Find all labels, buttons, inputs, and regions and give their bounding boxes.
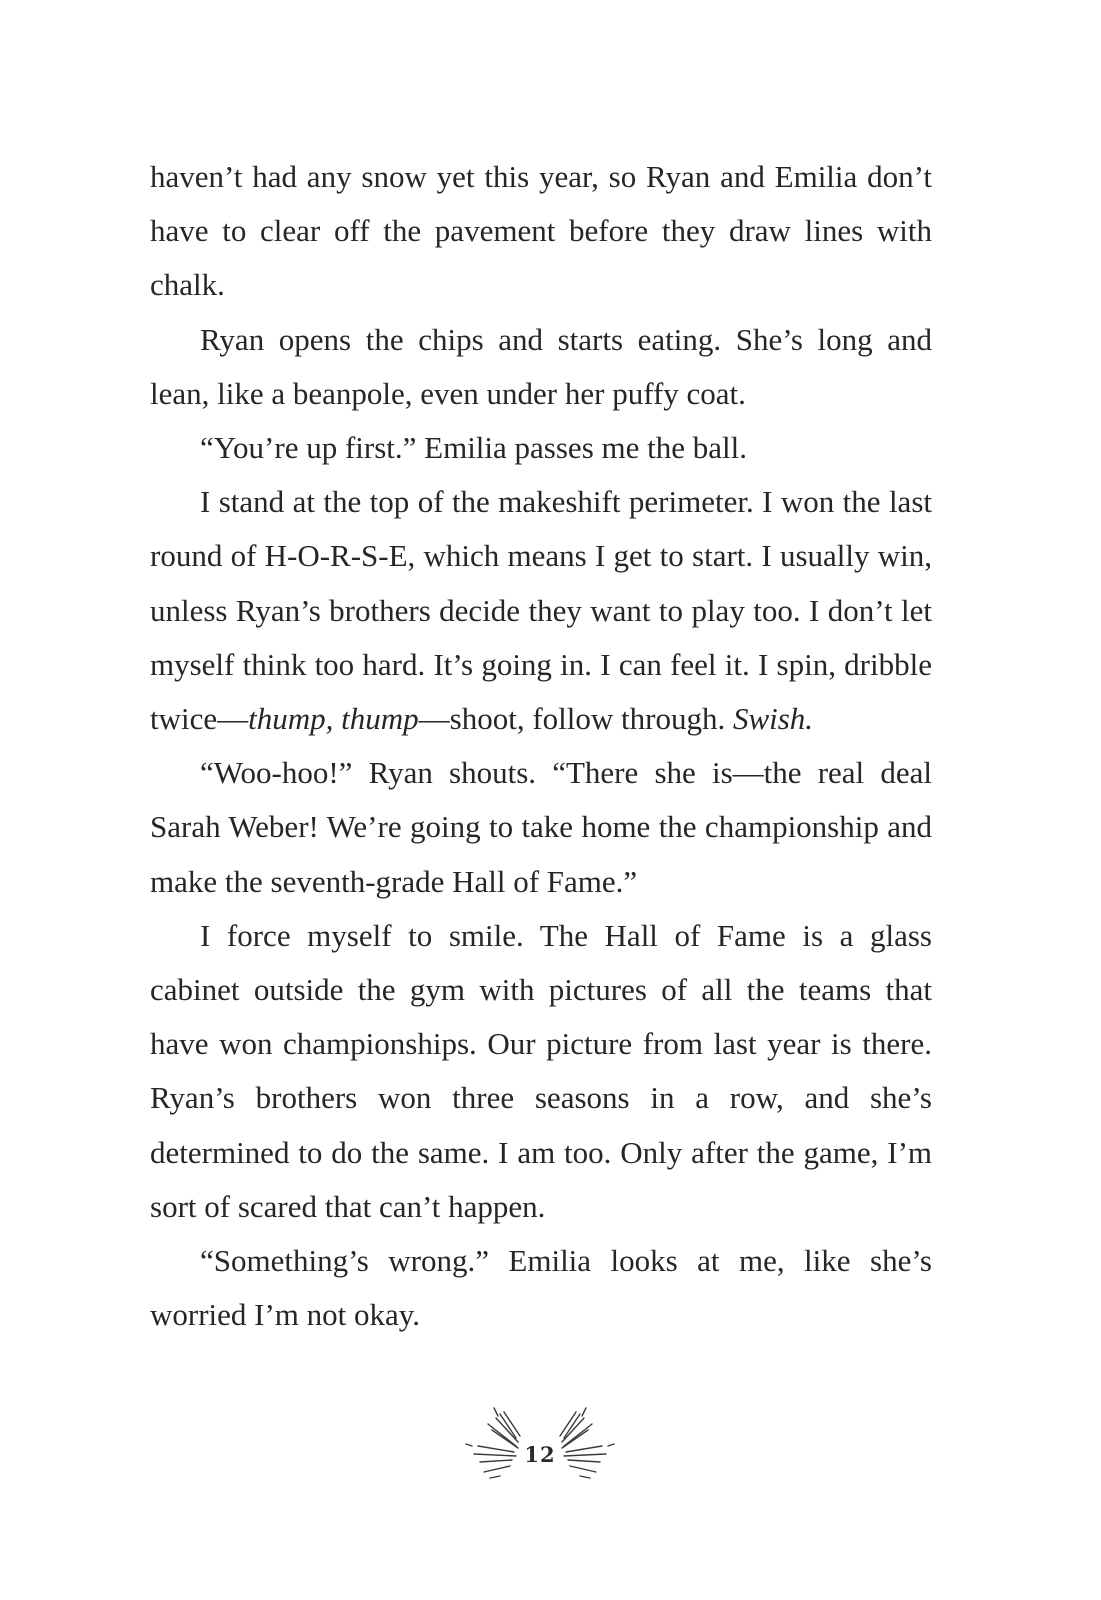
paragraph-1: haven’t had any snow yet this year, so Ryan and Emilia don’t have to clear off the pavement before they draw lines with chalk. bbox=[150, 159, 932, 303]
paragraph-4-part-1: I stand at the top of the makeshift perimeter. I won the last round of H-O-R-S-E, which means I get to start. I usually win, unless Ryan’s brothers decide they want to play too. I don’t let myself think too hard. It’s going in. I can feel it. I spin, dribble twice— bbox=[150, 484, 932, 737]
paragraph-6: I force myself to smile. The Hall of Fame is a glass cabinet outside the gym with pictures of all the teams that have won championships. Our picture from last year is there. Ryan’s brothers won three seasons in a row, and she’s determined to do the same. I am too. Only after the game, I’m sort of scared that can’t happen. bbox=[150, 917, 932, 1224]
paragraph-4-italic-2: Swish. bbox=[732, 701, 814, 737]
paragraph-5: “Woo-hoo!” Ryan shouts. “There she is—the real deal Sarah Weber! We’re going to take home the championship and make the seventh-grade Hall of Fame.” bbox=[150, 755, 932, 899]
paragraph-2: Ryan opens the chips and starts eating. She’s long and lean, like a beanpole, even under her puffy coat. bbox=[150, 321, 932, 411]
page-number: 12 bbox=[524, 1442, 556, 1467]
body-text bbox=[150, 150, 932, 1342]
paragraph-7: “Something’s wrong.” Emilia looks at me, like she’s worried I’m not okay. bbox=[150, 1243, 932, 1333]
paragraph-4-italic-1: thump, thump bbox=[248, 701, 419, 737]
paragraph-3: “You’re up first.” Emilia passes me the ball. bbox=[200, 430, 747, 466]
paragraph-4-part-2: —shoot, follow through. bbox=[418, 701, 733, 737]
paragraph-4 bbox=[150, 475, 932, 746]
